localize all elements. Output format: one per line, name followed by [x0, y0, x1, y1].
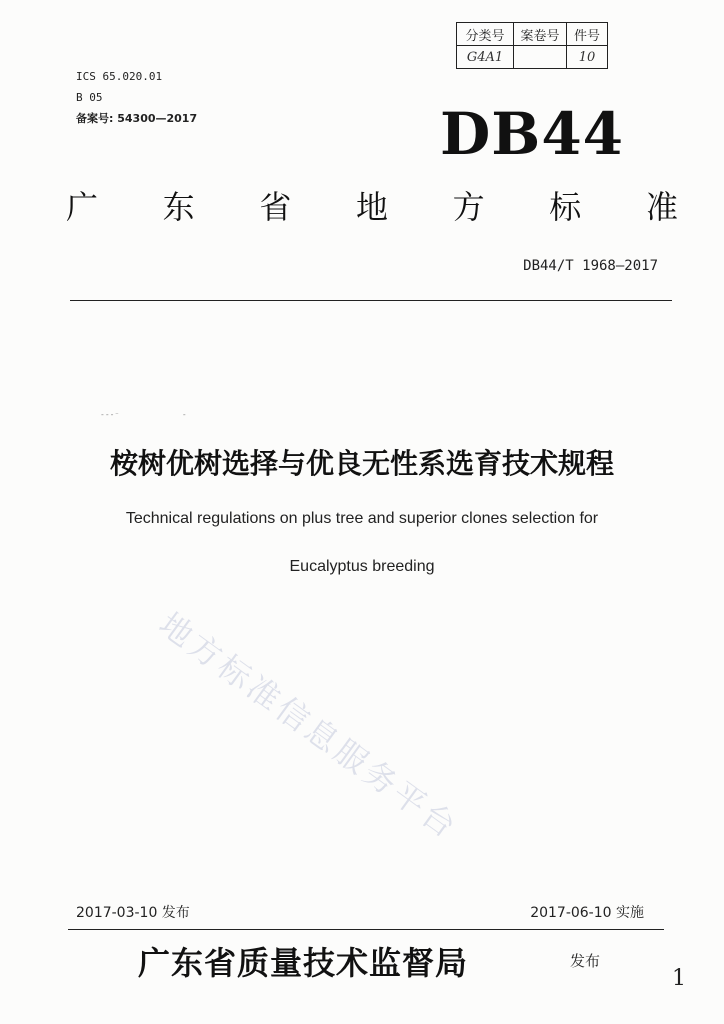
heading-char: 东 [162, 188, 195, 226]
header-divider [70, 300, 672, 301]
document-title-chinese: 桉树优树选择与优良无性系选育技术规程 [109, 447, 614, 480]
ccs-code: B 05 [76, 91, 103, 104]
standard-code-logo: DB44 [440, 100, 625, 168]
document-title-english-line2: Eucalyptus breeding [289, 558, 435, 575]
issue-date: 2017-03-10 发布 [76, 905, 190, 921]
province-standard-heading [66, 182, 678, 228]
document-title-english-line1: Technical regulations on plus tree and superior clones selection for [125, 510, 599, 527]
heading-char: 广 [66, 188, 99, 226]
implementation-date: 2017-06-10 实施 [530, 905, 644, 921]
watermark-text: 地方标准信息服务平台 [152, 604, 466, 848]
issuer-publish-label: 发布 [570, 952, 601, 970]
scan-specks: ‐‑‐⁻ ‐ [100, 410, 187, 419]
heading-char: 方 [452, 188, 485, 226]
issuing-authority: 广东省质量技术监督局 [138, 944, 469, 982]
footer-divider [68, 929, 664, 930]
archive-header-row [457, 23, 608, 46]
archive-header-category: 分类号 [457, 23, 514, 46]
archive-header-item: 件号 [567, 23, 608, 46]
archive-header-file: 案卷号 [514, 23, 567, 46]
page-number: 1 [672, 966, 686, 991]
heading-char: 地 [355, 188, 388, 226]
archive-value-row [457, 46, 608, 69]
archive-value-file [514, 46, 567, 69]
heading-char: 标 [549, 188, 582, 226]
archive-stamp-table [456, 22, 608, 69]
archive-value-item: 10 [567, 46, 608, 69]
record-number: 备案号: 54300—2017 [76, 112, 198, 125]
standard-number: DB44/T 1968—2017 [523, 258, 658, 274]
heading-char: 准 [645, 188, 678, 226]
ics-code: ICS 65.020.01 [76, 70, 163, 83]
heading-char: 省 [259, 188, 292, 226]
archive-value-category: G4A1 [457, 46, 514, 69]
